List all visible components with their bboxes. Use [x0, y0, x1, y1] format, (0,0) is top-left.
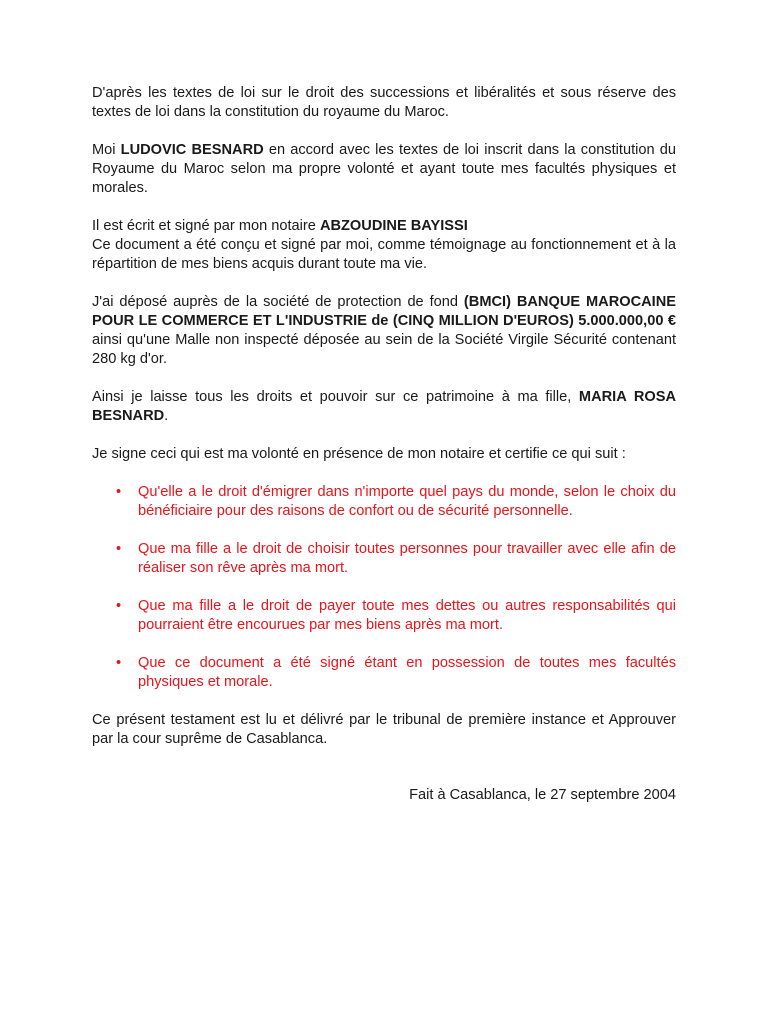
place-date-line: Fait à Casablanca, le 27 septembre 2004 [409, 787, 676, 803]
heir-after: . [164, 408, 169, 424]
declaration-after: en accord avec les textes de loi inscrit dans la constitution du Royaume du Maroc selon ma propre volonté et ayant toute mes facultés physiques et morales. [92, 142, 676, 196]
list-item-text: Que ma fille a le droit de payer toute mes dettes ou autres responsabilités qui pourraient être encourues par mes biens après ma mort. [138, 598, 676, 633]
notary-line2: Ce document a été conçu et signé par moi, comme témoignage au fonctionnement et à la répartition de mes biens acquis durant toute ma vie. [92, 237, 676, 272]
bullet-icon: • [116, 484, 122, 500]
heir-name: MARIA ROSA BESNARD [92, 389, 676, 424]
notary-before: Il est écrit et signé par mon notaire [92, 218, 320, 234]
deposit-before: J'ai déposé auprès de la société de protection de fond [92, 294, 464, 310]
testator-name: LUDOVIC BESNARD [120, 142, 264, 158]
declaration-paragraph [92, 141, 676, 198]
certification-paragraph: Je signe ceci qui est ma volonté en présence de mon notaire et certifie ce qui suit : [92, 446, 626, 462]
heir-paragraph [92, 388, 676, 426]
list-item [92, 540, 676, 578]
heir-before: Ainsi je laisse tous les droits et pouvoir sur ce patrimoine à ma fille, [92, 389, 579, 405]
bullet-icon: • [116, 655, 122, 671]
notary-name: ABZOUDINE BAYISSI [319, 218, 468, 234]
deposit-after: ainsi qu'une Malle non inspecté déposée au sein de la Société Virgile Sécurité contenant 280 kg d'or. [92, 332, 676, 367]
bank-deposit-details: (BMCI) BANQUE MAROCAINE POUR LE COMMERCE ET L'INDUSTRIE de (CINQ MILLION D'EUROS) 5.000.000,00 € [92, 294, 677, 329]
declaration-before: Moi [92, 142, 121, 158]
notary-paragraph [92, 217, 676, 274]
list-item [92, 654, 676, 692]
conditions-list [92, 483, 676, 692]
bullet-icon: • [116, 541, 122, 557]
approval-paragraph: Ce présent testament est lu et délivré par le tribunal de première instance et Approuver par la cour suprême de Casablanca. [92, 712, 676, 747]
list-item [92, 483, 676, 521]
deposit-paragraph [92, 293, 676, 369]
intro-paragraph: D'après les textes de loi sur le droit des successions et libéralités et sous réserve des textes de loi dans la constitution du royaume du Maroc. [92, 85, 676, 120]
list-item-text: Qu'elle a le droit d'émigrer dans n'importe quel pays du monde, selon le choix du bénéficiaire pour des raisons de confort ou de sécurité personnelle. [138, 484, 676, 519]
list-item [92, 597, 676, 635]
bullet-icon: • [116, 598, 122, 614]
list-item-text: Que ma fille a le droit de choisir toutes personnes pour travailler avec elle afin de réaliser son rêve après ma mort. [138, 541, 676, 576]
list-item-text: Que ce document a été signé étant en possession de toutes mes facultés physiques et morale. [138, 655, 676, 690]
